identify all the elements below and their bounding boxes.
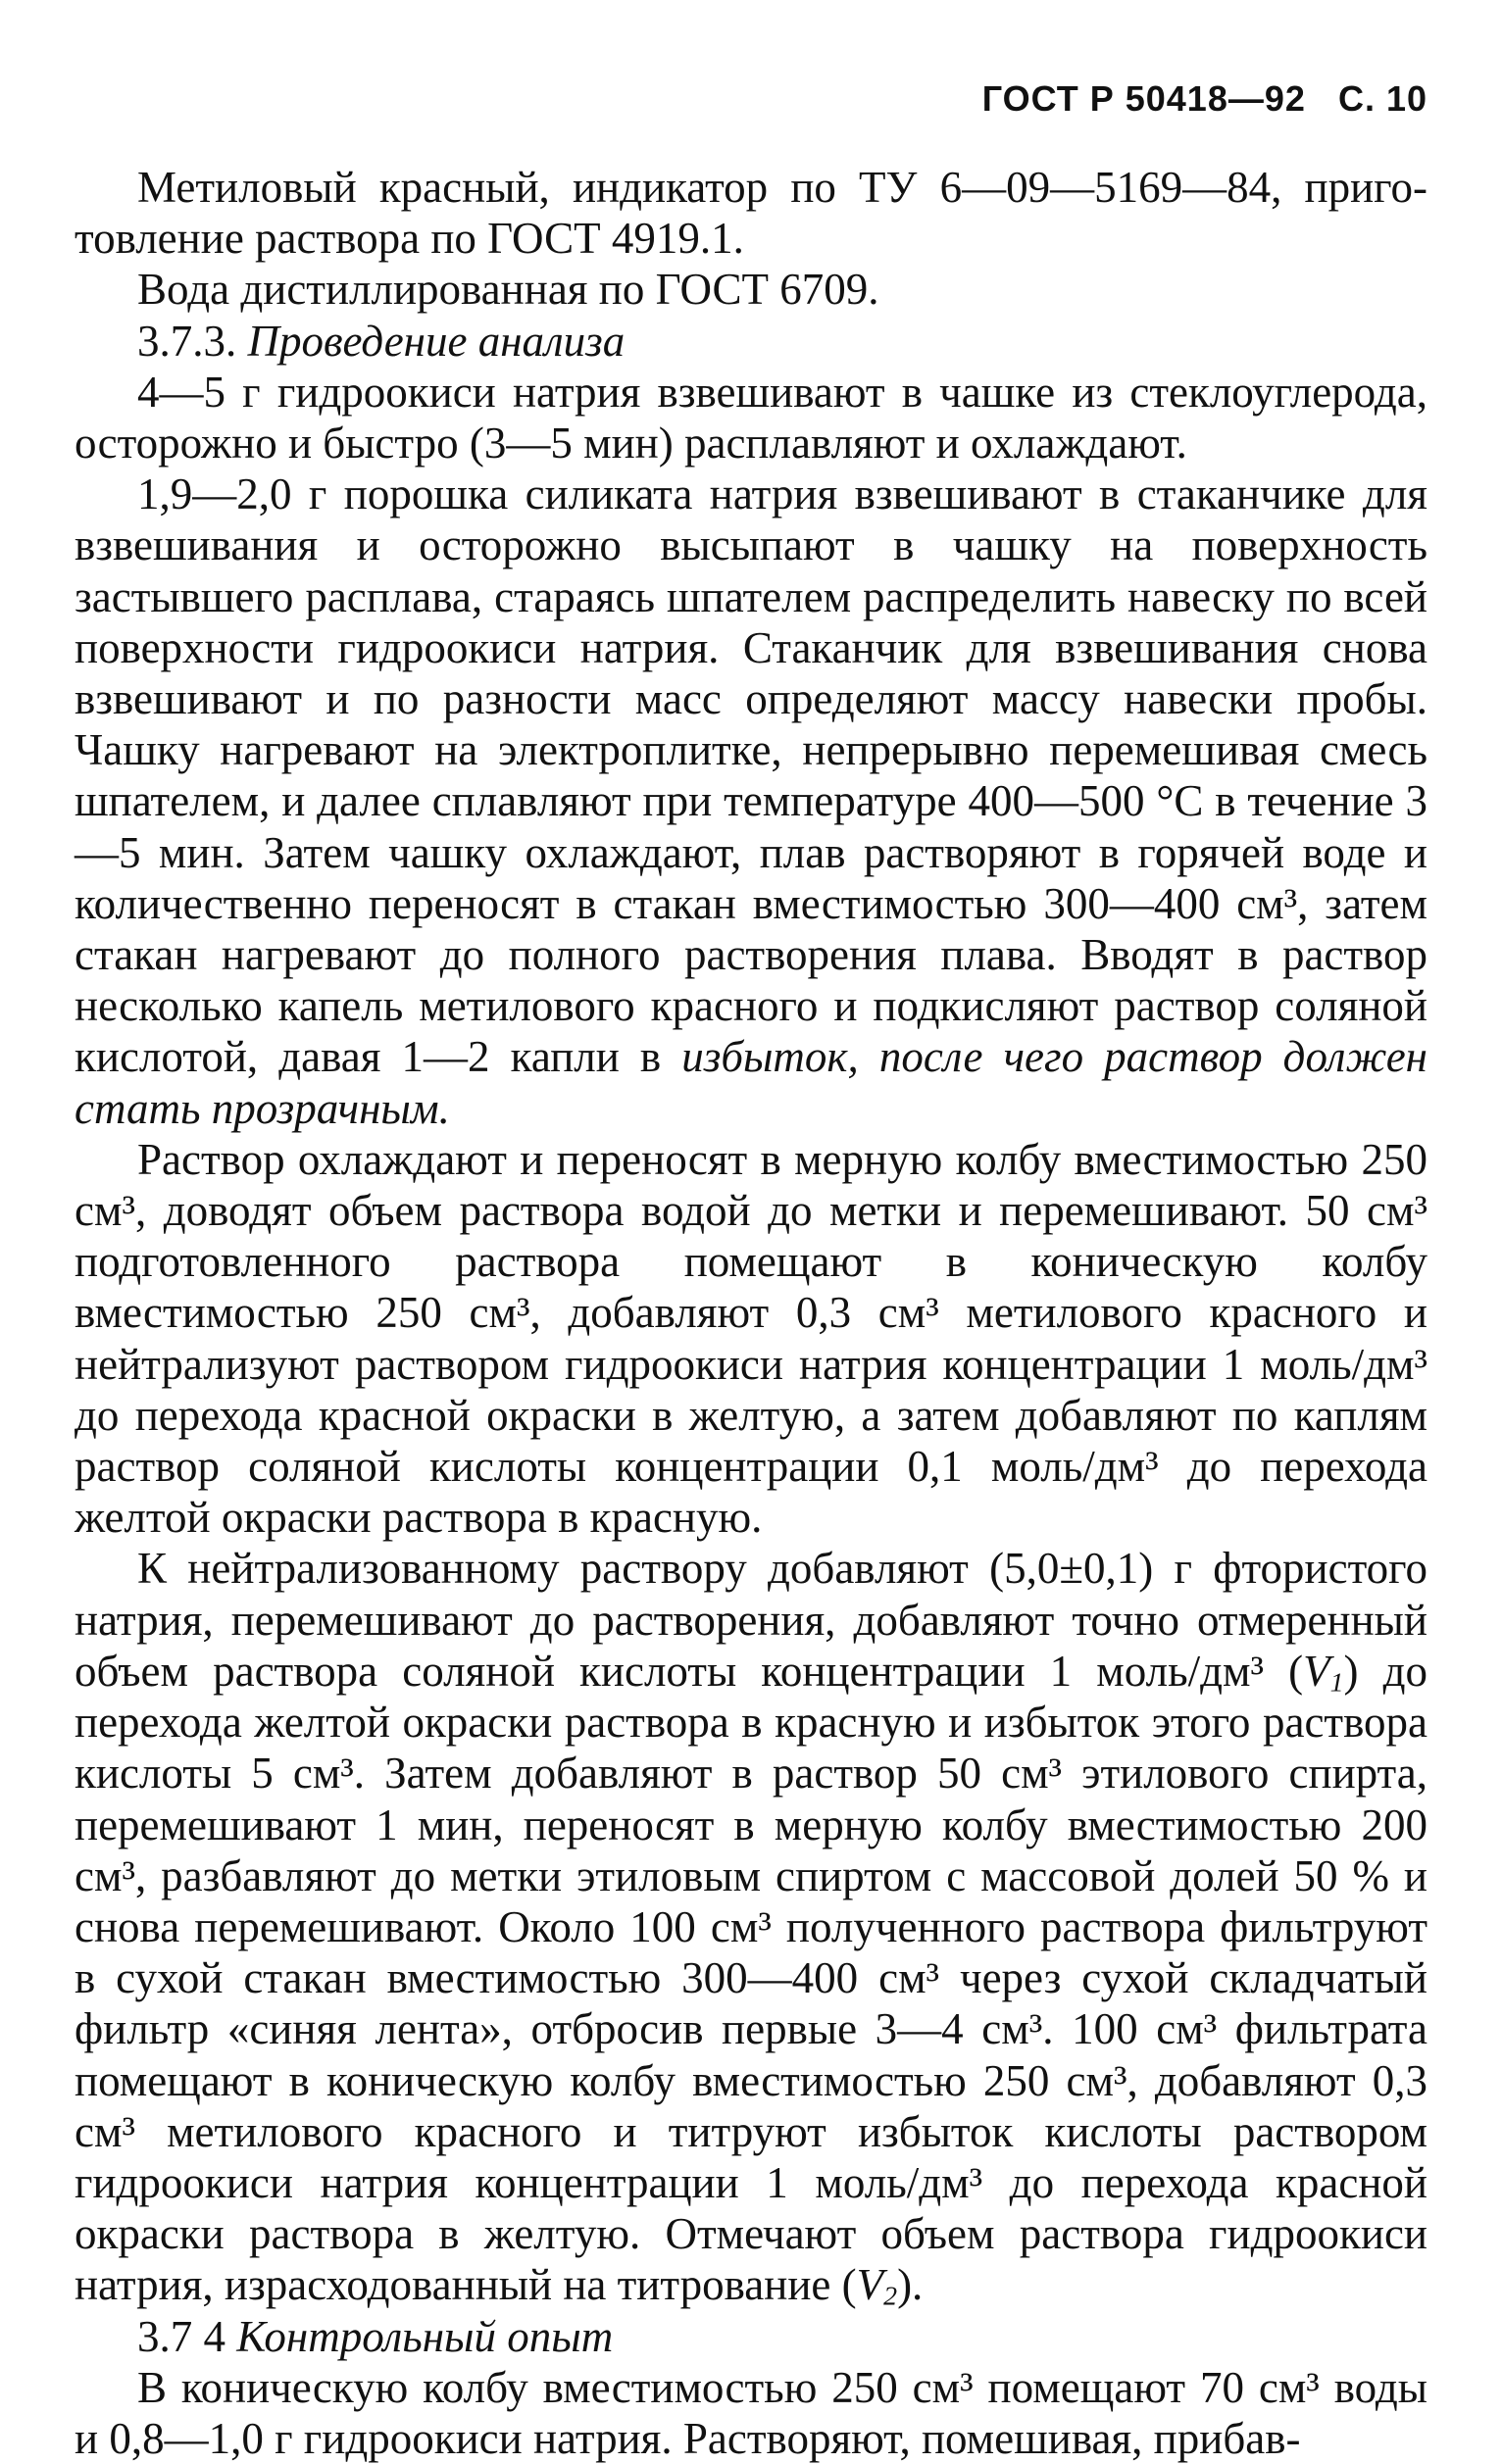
paragraph-sodium-hydroxide-melt: 4—5 г гидроокиси натрия взвешивают в чашке из стеклоуглерода, осторожно и быстро (3—5 мин) расплавляют и охлаждают. — [75, 367, 1427, 468]
section-title: Проведение анализа — [247, 316, 626, 366]
paragraph-sample-fusion-text: 1,9—2,0 г порошка силиката натрия взвешивают в стаканчике для взвешивания и осторожно высыпают в чашку на поверхность застывшего расплава, стараясь шпателем распределить навеску по всей поверхности гидроокиси натрия. Стаканчик для взвешивания снова взвешивают и по разности масс определяют массу навески пробы. Чашку нагревают на электроплитке, непрерывно перемешивая смесь шпателем, и далее сплавляют при температуре 400—500 °С в течение 3—5 мин. Затем чашку охлаждают, плав растворяют в горячей воде и количественно переносят в стакан вместимостью 300—400 см³, затем стакан нагревают до полного растворения плава. Вводят в раствор несколько капель метилового красного и подкисляют раствор соляной кислотой, давая 1—2 капли в — [75, 469, 1427, 1082]
variable-v1-subscript: 1 — [1329, 1667, 1344, 1699]
titration-text-b: ) до перехода желтой окраски раствора в красную и избыток этого раствора кислоты 5 см³. Затем добавляют в раствор 50 см³ этилового спирта, перемешивают 1 мин, переносят в мерную колбу вместимостью 200 см³, разбавляют до метки этиловым спиртом с массовой долей 50 % и снова перемешивают. Около 100 см³ полученного раствора фильтруют в сухой стакан вместимостью 300—400 см³ через сухой складчатый фильтр «синяя лента», отбросив первые 3—4 см³. 100 см³ фильтрата помещают в коническую колбу вместимостью 250 см³, добавляют 0,3 см³ метилового красного и титруют избыток кислоты раствором гидроокиси натрия концентрации 1 моль/дм³ до перехода красной окраски раствора в желтую. Отмечают объем раствора гидроокиси натрия, израсходованный на титрование ( — [75, 1646, 1427, 2310]
paragraph-sample-fusion — [75, 468, 1427, 1134]
section-number: 3.7 4 — [137, 2311, 225, 2361]
variable-v2-letter: V — [856, 2260, 884, 2310]
page-header — [982, 78, 1427, 120]
titration-text-a: К нейтрализованному раствору добавляют (5,0±0,1) г фтористого натрия, перемешивают до растворения, добавляют точно отмеренный объем раствора соляной кислоты концентрации 1 моль/дм³ ( — [75, 1544, 1427, 1696]
paragraph-distilled-water: Вода дистиллированная по ГОСТ 6709. — [137, 265, 879, 315]
variable-v2-subscript: 2 — [883, 2281, 898, 2312]
section-heading-3-7-3 — [75, 316, 1427, 367]
paragraph-neutralization: Раствор охлаждают и переносят в мерную колбу вместимостью 250 см³, доводят объем раствора водой до метки и перемешивают. 50 см³ подготовленного раствора помещают в коническую колбу вместимостью 250 см³, добавляют 0,3 см³ метилового красного и нейтрализуют раствором гидроокиси натрия концентрации 1 моль/дм³ до перехода красной окраски в желтую, а затем добавляют по каплям раствор соляной кислоты концентрации 0,1 моль/дм³ до перехода желтой окраски раствора в красную. — [75, 1134, 1427, 1543]
paragraph-control-experiment: В коническую колбу вместимостью 250 см³ помещают 70 см³ воды и 0,8—1,0 г гидроокиси натрия. Растворяют, помешивая, прибав- — [75, 2362, 1427, 2463]
paragraph-methyl-red: Метиловый красный, индикатор по ТУ 6—09—5169—84, приготовление раствора по ГОСТ 4919.1. — [75, 163, 1427, 264]
variable-v1 — [1303, 1646, 1344, 1699]
section-heading-3-7-4 — [75, 2311, 1427, 2362]
section-number: 3.7.3. — [137, 316, 237, 366]
paragraph-sample-fusion-italic-tail: избыток, после чего раствор должен стать прозрачным. — [75, 1032, 1428, 1133]
document-body — [75, 162, 1427, 2464]
document-id: ГОСТ Р 50418—92 — [981, 78, 1306, 119]
paragraph-titration — [75, 1543, 1427, 2310]
variable-v2 — [856, 2260, 898, 2312]
page-number: С. 10 — [1337, 78, 1427, 119]
titration-text-c: ). — [897, 2260, 924, 2310]
variable-v1-letter: V — [1303, 1646, 1330, 1696]
section-title: Контрольный опыт — [236, 2311, 614, 2361]
